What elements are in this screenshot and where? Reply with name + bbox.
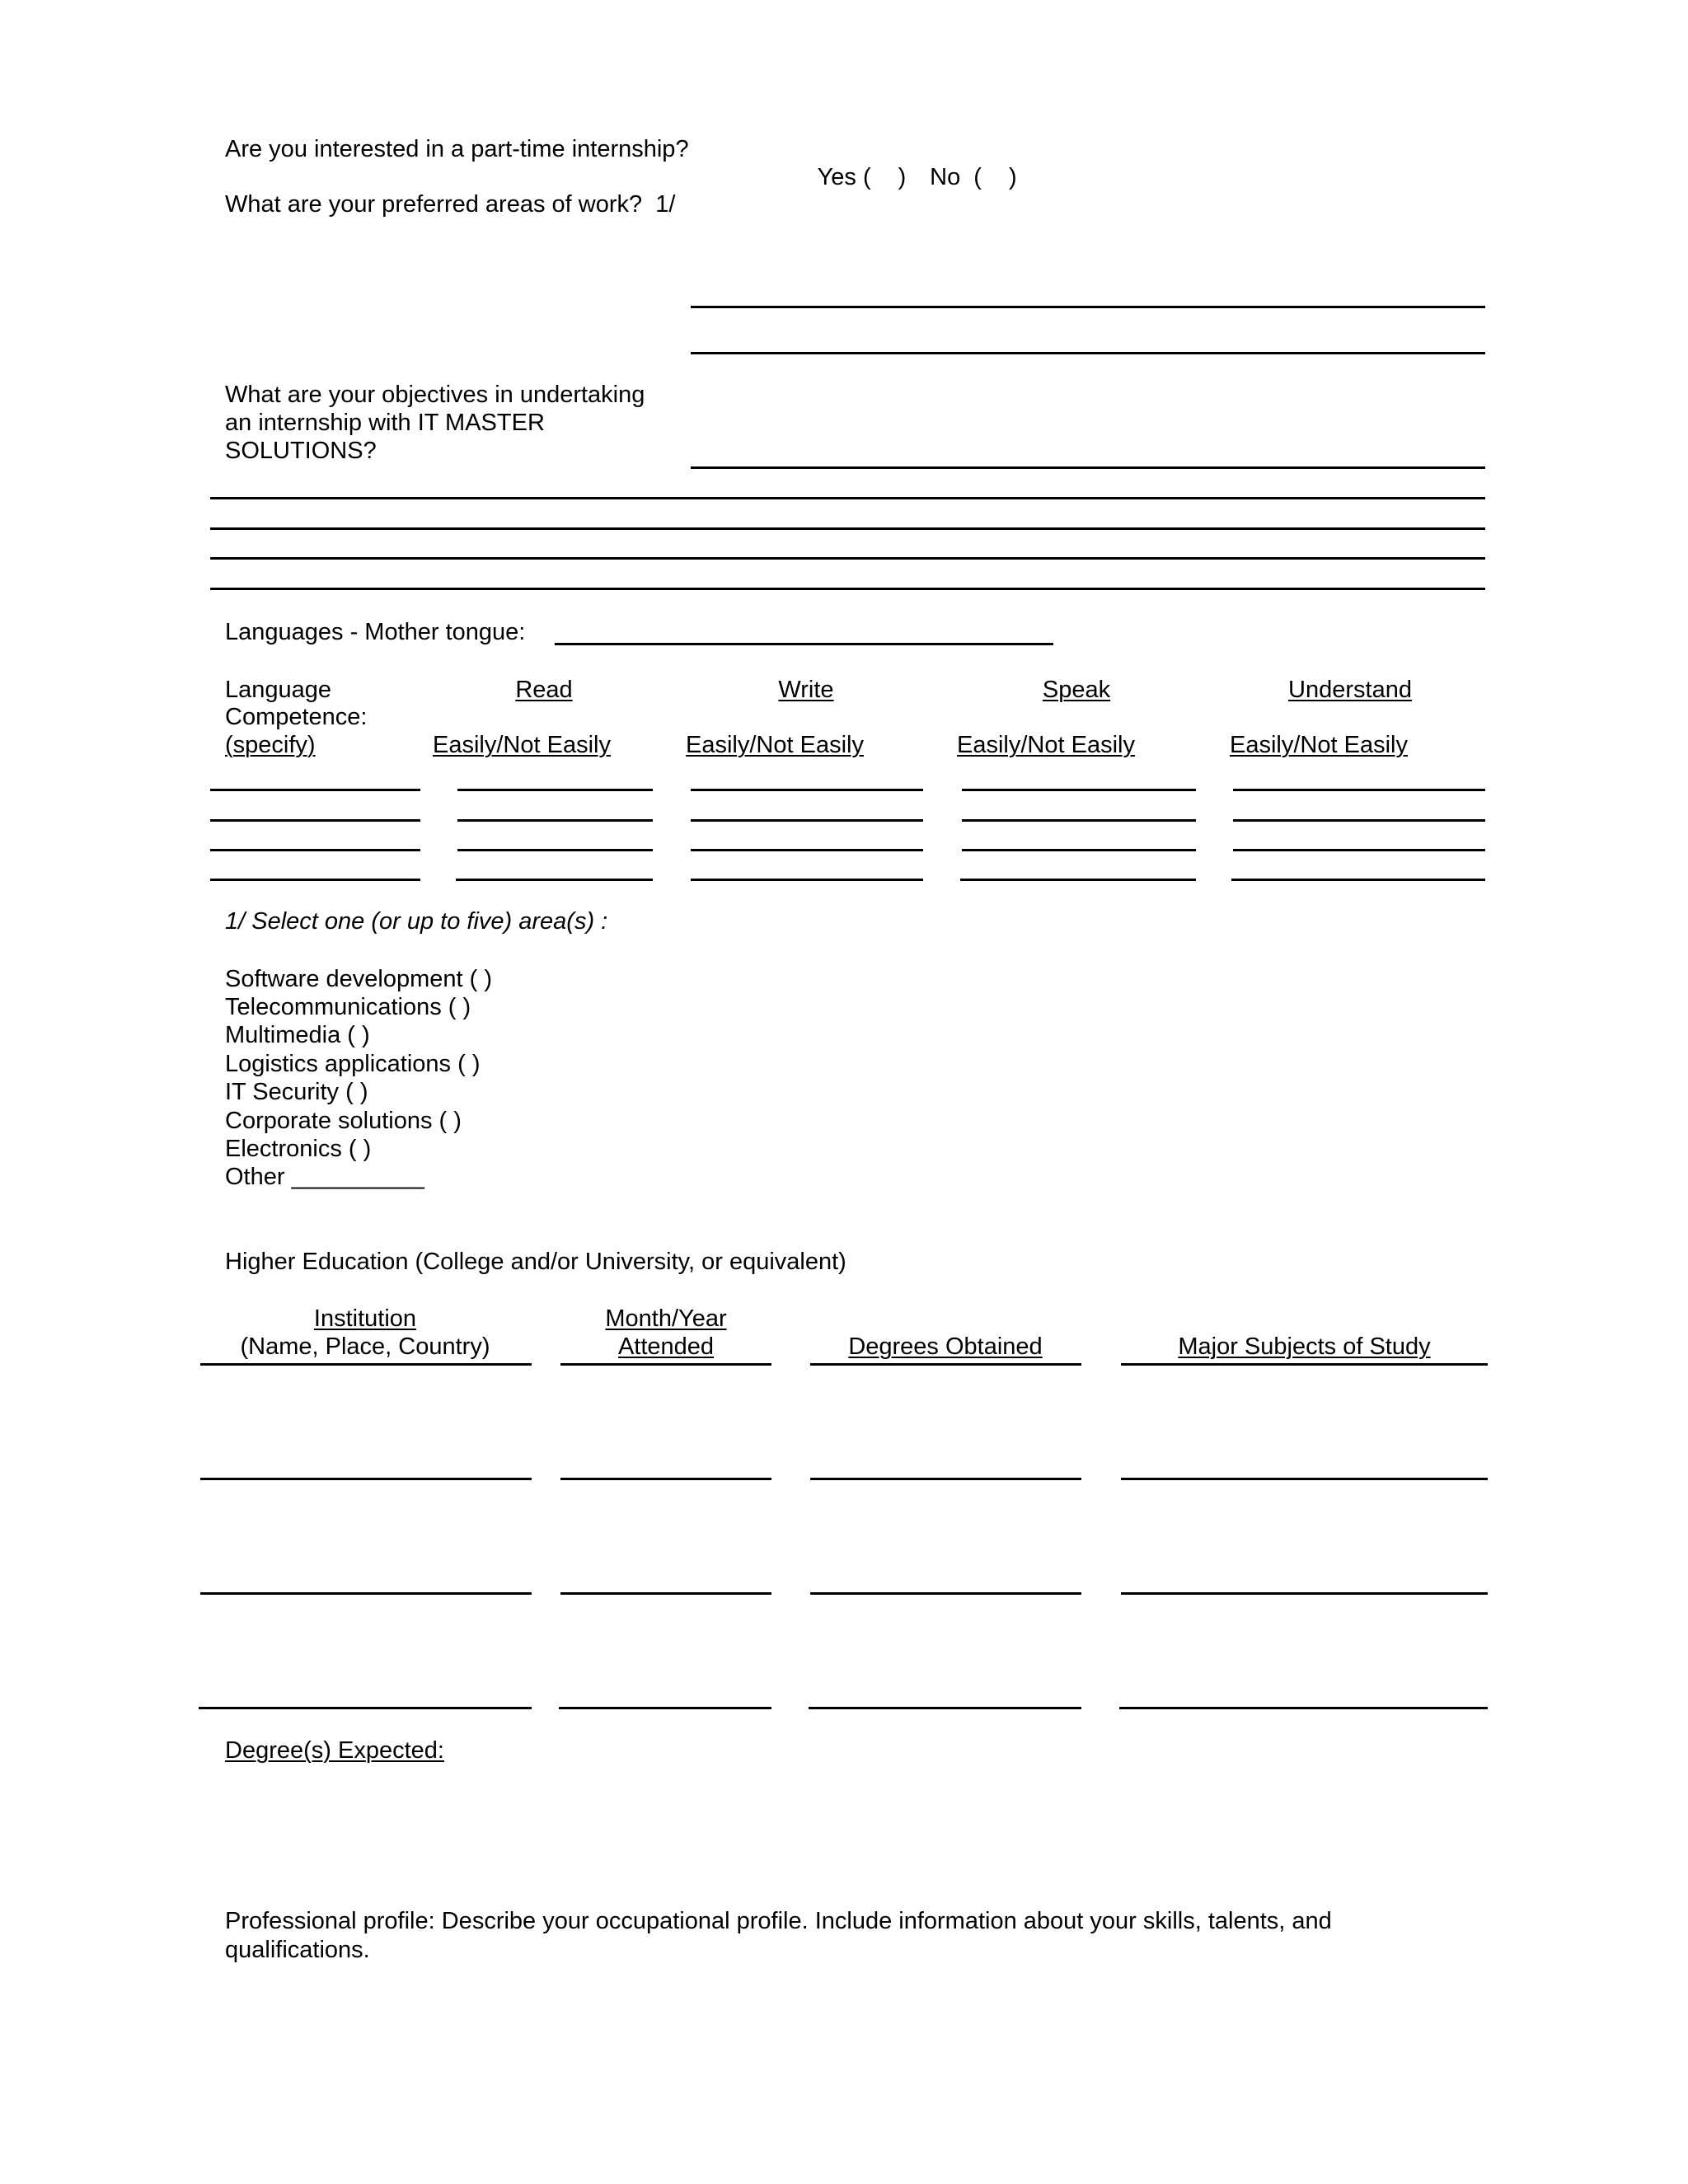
speak-field[interactable] — [960, 879, 1196, 881]
subjects-field[interactable] — [1119, 1707, 1488, 1709]
education-heading: Higher Education (College and/or University, or equivalent) — [225, 1249, 846, 1275]
objectives-answer-line-3[interactable] — [210, 527, 1485, 530]
understand-field[interactable] — [1231, 879, 1485, 881]
scale-label-speak: Easily/Not Easily — [957, 732, 1135, 758]
language-field[interactable] — [210, 879, 420, 881]
column-header-speak: Speak — [1042, 677, 1111, 703]
column-header-attended-line-2: Attended — [617, 1333, 715, 1360]
preferred-areas-question: What are your preferred areas of work? 1/ — [225, 191, 676, 218]
scale-label-understand: Easily/Not Easily — [1230, 732, 1408, 758]
scale-label-read: Easily/Not Easily — [433, 732, 611, 758]
language-competence-label-2: Competence: — [225, 704, 368, 730]
write-field[interactable] — [691, 879, 923, 881]
institution-field[interactable] — [200, 1592, 532, 1595]
institution-field[interactable] — [199, 1707, 532, 1709]
degrees-field[interactable] — [810, 1478, 1081, 1480]
header-rule — [560, 1363, 771, 1366]
attended-field[interactable] — [560, 1592, 771, 1595]
institution-field[interactable] — [200, 1478, 532, 1480]
write-field[interactable] — [691, 819, 923, 822]
mother-tongue-field[interactable] — [555, 643, 1053, 645]
understand-field[interactable] — [1233, 789, 1485, 791]
language-competence-label-3: (specify) — [225, 732, 316, 758]
objectives-answer-line-1[interactable] — [691, 466, 1485, 469]
mother-tongue-label: Languages - Mother tongue: — [225, 619, 526, 645]
column-header-subjects: Major Subjects of Study — [1178, 1333, 1431, 1360]
area-option[interactable]: Multimedia ( ) — [225, 1022, 370, 1048]
objectives-answer-line-5[interactable] — [210, 588, 1485, 590]
area-option[interactable]: Electronics ( ) — [225, 1136, 372, 1162]
read-field[interactable] — [457, 819, 653, 822]
objectives-question-line-1: What are your objectives in undertaking — [225, 382, 645, 408]
area-option[interactable]: Software development ( ) — [225, 966, 492, 992]
language-field[interactable] — [210, 789, 420, 791]
language-competence-label-1: Language — [225, 677, 332, 703]
subjects-field[interactable] — [1121, 1478, 1488, 1480]
write-field[interactable] — [691, 849, 923, 851]
objectives-question-line-3: SOLUTIONS? — [225, 438, 377, 464]
speak-field[interactable] — [962, 789, 1196, 791]
degrees-field[interactable] — [810, 1592, 1081, 1595]
area-option[interactable]: Logistics applications ( ) — [225, 1051, 481, 1077]
no-close: ) — [1008, 164, 1017, 190]
area-option-other[interactable]: Other __________ — [225, 1164, 424, 1190]
areas-instruction: 1/ Select one (or up to five) area(s) : — [225, 908, 608, 935]
internship-yes-option[interactable] — [804, 135, 906, 191]
degrees-field[interactable] — [809, 1707, 1081, 1709]
attended-field[interactable] — [560, 1478, 771, 1480]
read-field[interactable] — [456, 879, 653, 881]
column-header-understand: Understand — [1288, 677, 1412, 703]
subjects-field[interactable] — [1121, 1592, 1488, 1595]
attended-field[interactable] — [559, 1707, 771, 1709]
objectives-answer-line-4[interactable] — [210, 557, 1485, 560]
yes-close: ) — [898, 164, 907, 190]
understand-field[interactable] — [1233, 819, 1485, 822]
scale-label-write: Easily/Not Easily — [686, 732, 864, 758]
no-label: No ( — [930, 164, 982, 190]
language-field[interactable] — [210, 849, 420, 851]
area-option[interactable]: Telecommunications ( ) — [225, 994, 471, 1020]
yes-label: Yes ( — [817, 164, 871, 190]
area-option[interactable]: Corporate solutions ( ) — [225, 1108, 462, 1134]
read-field[interactable] — [457, 789, 653, 791]
read-field[interactable] — [457, 849, 653, 851]
internship-no-option[interactable] — [917, 135, 1017, 191]
speak-field[interactable] — [962, 849, 1196, 851]
preferred-areas-answer-line-1[interactable] — [691, 306, 1485, 308]
professional-profile-line-2: qualifications. — [225, 1937, 370, 1963]
objectives-question-line-2: an internship with IT MASTER — [225, 410, 545, 436]
column-header-write: Write — [778, 677, 834, 703]
header-rule — [200, 1363, 532, 1366]
column-header-read: Read — [515, 677, 573, 703]
objectives-answer-line-2[interactable] — [210, 497, 1485, 499]
degrees-expected-label: Degree(s) Expected: — [225, 1737, 444, 1764]
column-header-institution-line-1: Institution — [313, 1305, 417, 1332]
understand-field[interactable] — [1233, 849, 1485, 851]
language-field[interactable] — [210, 819, 420, 822]
column-header-degrees: Degrees Obtained — [848, 1333, 1043, 1360]
column-header-institution-line-2: (Name, Place, Country) — [240, 1333, 490, 1360]
header-rule — [810, 1363, 1081, 1366]
professional-profile-line-1: Professional profile: Describe your occupational profile. Include information about your skills, talents, and — [225, 1908, 1332, 1934]
column-header-attended-line-1: Month/Year — [605, 1305, 727, 1332]
internship-question: Are you interested in a part-time internship? — [225, 136, 689, 162]
preferred-areas-answer-line-2[interactable] — [691, 352, 1485, 354]
speak-field[interactable] — [962, 819, 1196, 822]
write-field[interactable] — [691, 789, 923, 791]
header-rule — [1121, 1363, 1488, 1366]
area-option[interactable]: IT Security ( ) — [225, 1079, 368, 1105]
